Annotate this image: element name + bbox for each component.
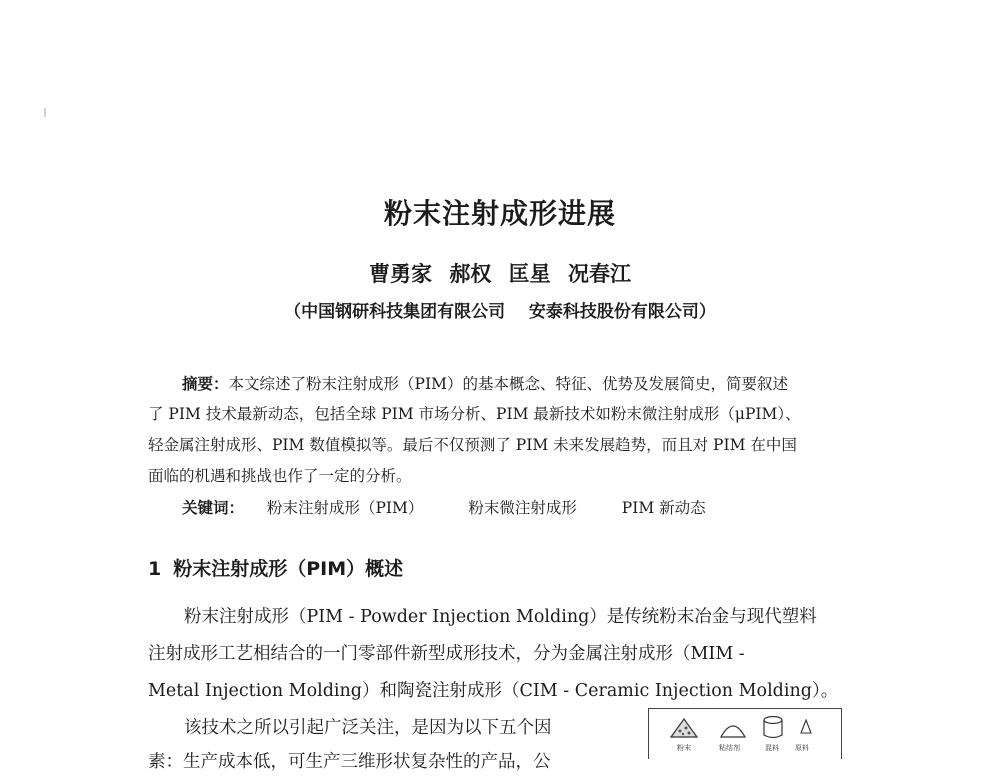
binder-pile-icon xyxy=(719,715,747,739)
abstract-line-3: 轻金属注射成形、PIM 数值模拟等。最后不仅预测了 PIM 未来发展趋势，而且对 PIM 在中国 xyxy=(148,436,797,454)
keyword: 粉末注射成形（PIM） xyxy=(266,499,424,517)
keyword: 粉末微注射成形 xyxy=(468,499,577,517)
body-line-2: 注射成形工艺相结合的一门零部件新型成形技术，分为金属注射成形（MIM - xyxy=(148,644,745,664)
body-line-1: 粉末注射成形（PIM - Powder Injection Molding）是传统粉末冶金与现代塑料 xyxy=(184,607,817,627)
scan-speck xyxy=(44,108,46,117)
section-number: 1 xyxy=(148,558,162,580)
section-heading xyxy=(148,554,403,581)
abstract-text: 本文综述了粉末注射成形（PIM）的基本概念、特征、优势及发展简史，简要叙述 xyxy=(228,375,788,393)
body-line-5: 素：生产成本低，可生产三维形状复杂性的产品，公 xyxy=(148,752,551,772)
figure-label: 原料 xyxy=(795,744,809,752)
author-list: 曹勇家 郝权 匡星 况春江 xyxy=(369,261,631,286)
figure-label: 混料 xyxy=(765,744,779,752)
abstract-line-2: 了 PIM 技术最新动态，包括全球 PIM 市场分析、PIM 最新技术如粉末微注射成形（μPIM）、 xyxy=(148,405,801,423)
figure-label: 粘结剂 xyxy=(719,744,740,752)
keyword: PIM 新动态 xyxy=(621,499,706,517)
body-line-3: Metal Injection Molding）和陶瓷注射成形（CIM - Ceramic Injection Molding）。 xyxy=(148,681,839,701)
abstract-line-4: 面临的机遇和挑战也作了一定的分析。 xyxy=(148,467,412,485)
figure-label: 粉末 xyxy=(677,744,691,752)
abstract-label: 摘要： xyxy=(182,374,229,393)
abstract-line-1 xyxy=(148,368,894,400)
keywords-line xyxy=(148,492,894,524)
section-title: 粉末注射成形（PIM）概述 xyxy=(173,558,404,580)
paper-title: 粉末注射成形进展 xyxy=(383,197,616,230)
process-figure xyxy=(648,708,842,759)
mixing-drum-icon xyxy=(761,715,785,741)
keywords-label: 关键词： xyxy=(182,498,245,517)
powder-pile-icon xyxy=(669,715,699,739)
feedstock-icon xyxy=(799,719,813,735)
body-line-4: 该技术之所以引起广泛关注，是因为以下五个因 xyxy=(184,718,552,738)
affiliation: （中国钢研科技集团有限公司 安泰科技股份有限公司） xyxy=(284,302,716,322)
